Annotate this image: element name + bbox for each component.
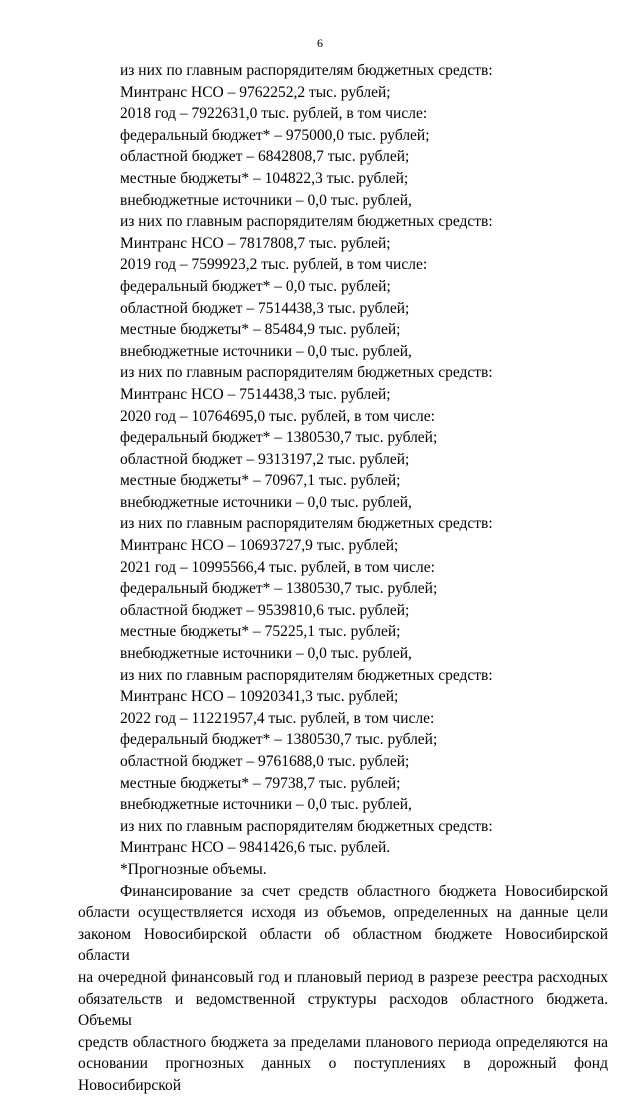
text-line: местные бюджеты* – 104822,3 тыс. рублей; [120, 169, 409, 187]
paragraph-line: законом Новосибирской области об областном бюджете Новосибирской области [78, 925, 608, 965]
text-line: внебюджетные источники – 0,0 тыс. рублей, [120, 191, 412, 209]
financing-paragraph [78, 881, 608, 1097]
page-number: 6 [317, 36, 323, 50]
text-line: 2018 год – 7922631,0 тыс. рублей, в том числе: [120, 105, 428, 123]
text-line: из них по главным распорядителям бюджетных средств: [120, 817, 493, 835]
text-line: Минтранс НСО – 9762252,2 тыс. рублей; [120, 83, 391, 101]
text-line: Минтранс НСО – 10920341,3 тыс. рублей; [120, 688, 399, 706]
text-line: областной бюджет – 6842808,7 тыс. рублей; [120, 148, 410, 166]
paragraph-line: основании прогнозных данных о поступлениях в дорожный фонд Новосибирской [78, 1055, 608, 1094]
text-line: местные бюджеты* – 70967,1 тыс. рублей; [120, 472, 401, 490]
text-line: местные бюджеты* – 85484,9 тыс. рублей; [120, 321, 401, 339]
text-line: внебюджетные источники – 0,0 тыс. рублей, [120, 342, 412, 360]
text-line: местные бюджеты* – 75225,1 тыс. рублей; [120, 623, 401, 641]
text-line: федеральный бюджет* – 975000,0 тыс. рублей; [120, 126, 430, 144]
text-line: Минтранс НСО – 7817808,7 тыс. рублей; [120, 234, 391, 252]
text-line: Минтранс НСО – 10693727,9 тыс. рублей; [120, 537, 399, 555]
text-line: 2021 год – 10995566,4 тыс. рублей, в том числе: [120, 558, 435, 576]
text-line: областной бюджет – 9539810,6 тыс. рублей; [120, 601, 410, 619]
paragraph-line: на очередной финансовый год и плановый период в разрезе реестра расходных [78, 968, 608, 986]
text-line: Минтранс НСО – 9841426,6 тыс. рублей. [120, 839, 391, 857]
text-line: из них по главным распорядителям бюджетных средств: [120, 515, 493, 533]
document-body [78, 60, 608, 1097]
text-line: федеральный бюджет* – 0,0 тыс. рублей; [120, 277, 391, 295]
text-line: областной бюджет – 7514438,3 тыс. рублей; [120, 299, 410, 317]
text-line: из них по главным распорядителям бюджетных средств: [120, 666, 493, 684]
text-line: внебюджетные источники – 0,0 тыс. рублей, [120, 493, 412, 511]
paragraph-line: области осуществляется исходя из объемов, определенных на данные цели [78, 904, 608, 922]
paragraph-line: обязательств и ведомственной структуры расходов областного бюджета. Объемы [78, 990, 608, 1030]
text-line: федеральный бюджет* – 1380530,7 тыс. рублей; [120, 731, 438, 749]
text-line: внебюджетные источники – 0,0 тыс. рублей, [120, 796, 412, 814]
text-line: 2020 год – 10764695,0 тыс. рублей, в том числе: [120, 407, 435, 425]
text-line: федеральный бюджет* – 1380530,7 тыс. рублей; [120, 580, 438, 598]
text-line: областной бюджет – 9761688,0 тыс. рублей; [120, 753, 410, 770]
paragraph-line: Финансирование за счет средств областного бюджета Новосибирской [120, 882, 608, 900]
text-line: Минтранс НСО – 7514438,3 тыс. рублей; [120, 385, 391, 403]
text-line: из них по главным распорядителям бюджетных средств: [120, 364, 493, 382]
text-line: из них по главным распорядителям бюджетных средств: [120, 213, 493, 231]
text-line: внебюджетные источники – 0,0 тыс. рублей, [120, 645, 412, 663]
text-line: местные бюджеты* – 79738,7 тыс. рублей; [120, 774, 401, 792]
footnote: *Прогнозные объемы. [120, 860, 267, 878]
paragraph-line: средств областного бюджета за пределами планового периода определяются на [78, 1033, 608, 1051]
text-line: 2019 год – 7599923,2 тыс. рублей, в том числе: [120, 256, 428, 274]
text-line: из них по главным распорядителям бюджетных средств: [120, 62, 493, 79]
text-line: областной бюджет – 9313197,2 тыс. рублей; [120, 450, 410, 468]
text-line: 2022 год – 11221957,4 тыс. рублей, в том числе: [120, 709, 435, 727]
text-line: федеральный бюджет* – 1380530,7 тыс. рублей; [120, 429, 438, 447]
